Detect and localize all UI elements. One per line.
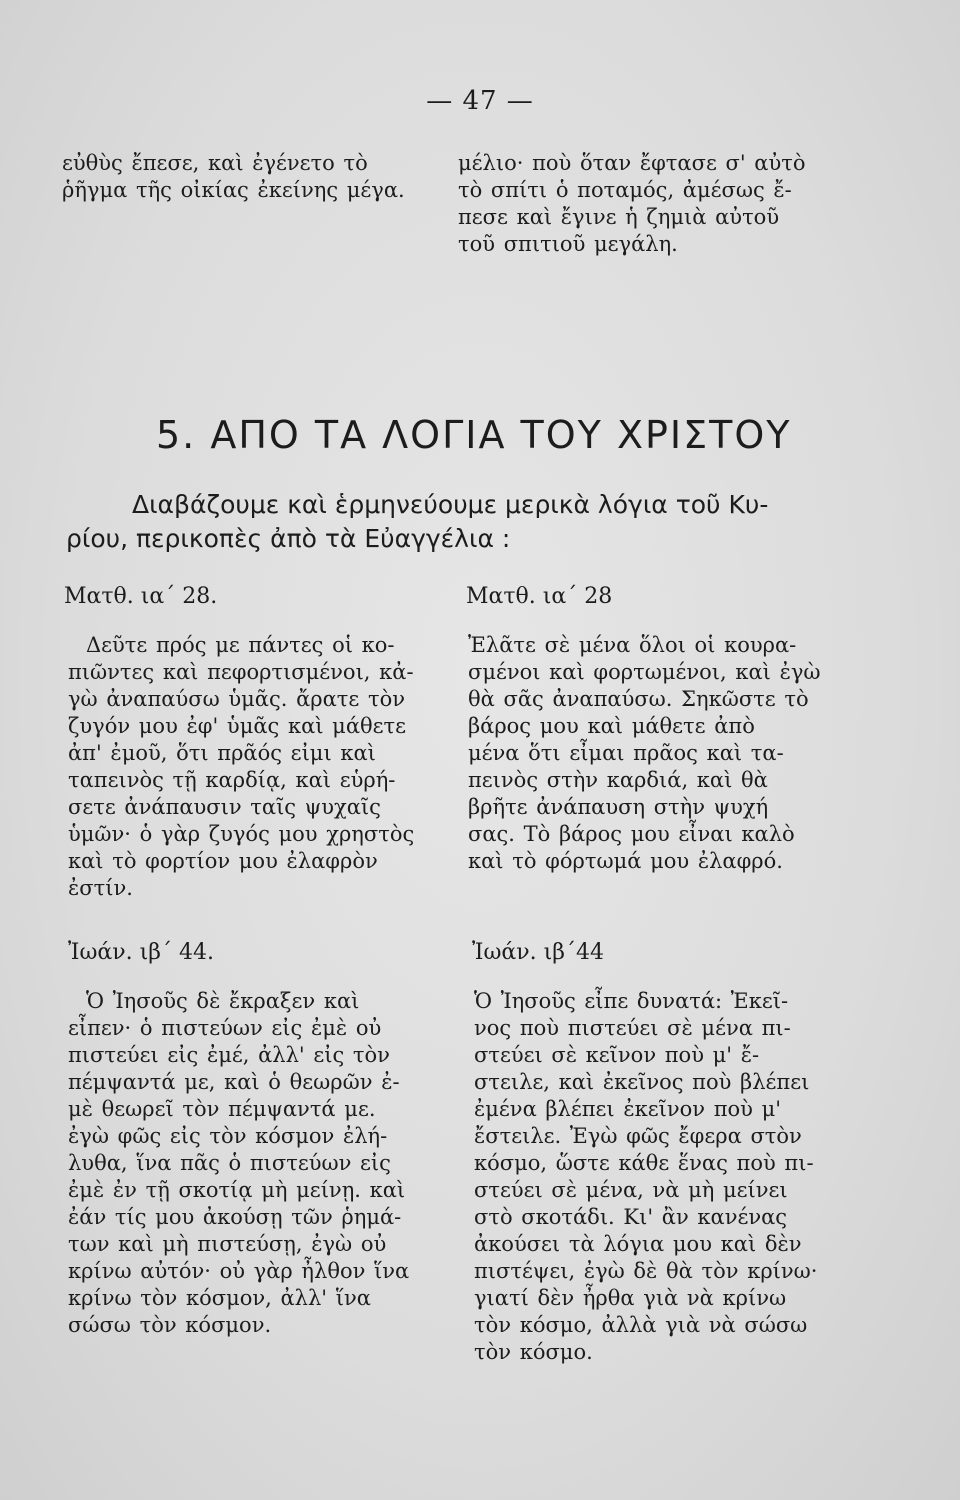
text-line: ζυγόν μου ἐφ' ὑμᾶς καὶ μάθετε: [68, 714, 407, 738]
text-line: ὑμῶν· ὁ γὰρ ζυγός μου χρηστὸς: [68, 822, 415, 846]
text-line: σώσω τὸν κόσμον.: [68, 1313, 272, 1337]
text-line: καὶ τὸ φόρτωμά μου ἐλαφρό.: [468, 849, 783, 873]
text-line: ταπεινὸς τῇ καρδίᾳ, καὶ εὑρή-: [68, 768, 396, 792]
text-line: στεύει σὲ μένα, νὰ μὴ μείνει: [474, 1178, 788, 1202]
passage1-ref-left: Ματθ. ια΄ 28.: [64, 584, 218, 609]
intro-text: [66, 488, 846, 556]
text-line: κόσμο, ὥστε κάθε ἕνας ποὺ πι-: [474, 1151, 814, 1175]
text-line: σετε ἀνάπαυσιν ταῖς ψυχαῖς: [68, 795, 381, 819]
text-line: πιστεύει εἰς ἐμέ, ἀλλ' εἰς τὸν: [68, 1043, 390, 1067]
text-line: Ὁ Ἰησοῦς εἶπε δυνατά: Ἐκεῖ-: [474, 989, 789, 1013]
text-line: σας. Τὸ βάρος μου εἶναι καλὸ: [468, 822, 795, 846]
text-line: μένα ὅτι εἶμαι πρᾶος καὶ τα-: [468, 741, 784, 765]
text-line: στεύει σὲ κεῖνον ποὺ μ' ἔ-: [474, 1043, 760, 1067]
text-line: Ἐλᾶτε σὲ μένα ὅλοι οἱ κουρα-: [468, 633, 797, 657]
text-line: ρίου, περικοπὲς ἀπὸ τὰ Εὐαγγέλια :: [66, 524, 511, 553]
text-line: τὸν κόσμο.: [474, 1340, 593, 1364]
text-line: λυθα, ἵνα πᾶς ὁ πιστεύων εἰς: [68, 1151, 391, 1175]
text-line: τὸ σπίτι ὁ ποταμός, ἀμέσως ἔ-: [458, 178, 792, 202]
text-line: στειλε, καὶ ἐκεῖνος ποὺ βλέπει: [474, 1070, 810, 1094]
text-line: ἐστίν.: [68, 876, 133, 900]
passage1-ref-right: Ματθ. ια΄ 28: [466, 584, 613, 609]
text-line: πιῶντες καὶ πεφορτισμένοι, κἀ-: [68, 660, 414, 684]
text-line: ἐγὼ φῶς εἰς τὸν κόσμον ἐλή-: [68, 1124, 388, 1148]
text-line: των καὶ μὴ πιστεύσῃ, ἐγὼ οὐ: [68, 1232, 387, 1256]
text-line: πεσε καὶ ἔγινε ἡ ζημιὰ αὐτοῦ: [458, 205, 780, 229]
passage2-ref-left: Ἰωάν. ιβ΄ 44.: [68, 940, 214, 965]
text-line: ἐάν τίς μου ἀκούσῃ τῶν ῥημά-: [68, 1205, 402, 1229]
page-number: — 47 —: [426, 86, 534, 116]
text-line: πεινὸς στὴν καρδιά, καὶ θὰ: [468, 768, 768, 792]
passage1-right-column: [468, 632, 858, 875]
text-line: νος ποὺ πιστεύει σὲ μένα πι-: [474, 1016, 791, 1040]
text-line: τὸν κόσμο, ἀλλὰ γιὰ νὰ σώσω: [474, 1313, 808, 1337]
text-line: πιστέψει, ἐγὼ δὲ θὰ τὸν κρίνω·: [474, 1259, 818, 1283]
text-line: κρίνω τὸν κόσμον, ἀλλ' ἵνα: [68, 1286, 371, 1310]
passage2-ref-right: Ἰωάν. ιβ΄44: [472, 940, 604, 965]
passage2-left-column: [68, 988, 448, 1339]
text-line: καὶ τὸ φορτίον μου ἐλαφρὸν: [68, 849, 378, 873]
top-right-column: [458, 150, 848, 258]
section-heading: 5. ΑΠΟ ΤΑ ΛΟΓΙΑ ΤΟΥ ΧΡΙΣΤΟΥ: [156, 413, 792, 457]
passage2-right-column: [474, 988, 864, 1366]
text-line: μὲ θεωρεῖ τὸν πέμψαντά με.: [68, 1097, 376, 1121]
text-line: Διαβάζουμε καὶ ἑρμηνεύουμε μερικὰ λόγια τοῦ Κυ-: [132, 490, 769, 519]
text-line: κρίνω αὐτόν· οὐ γὰρ ἦλθον ἵνα: [68, 1259, 410, 1283]
top-left-column: [62, 150, 442, 204]
text-line: Δεῦτε πρός με πάντες οἱ κο-: [86, 633, 395, 657]
text-line: γὼ ἀναπαύσω ὑμᾶς. ἄρατε τὸν: [68, 687, 405, 711]
text-line: πέμψαντά με, καὶ ὁ θεωρῶν ἐ-: [68, 1070, 400, 1094]
text-line: Ὁ Ἰησοῦς δὲ ἔκραξεν καὶ: [86, 989, 360, 1013]
text-line: τοῦ σπιτιοῦ μεγάλη.: [458, 232, 678, 256]
text-line: βρῆτε ἀνάπαυση στὴν ψυχή: [468, 795, 769, 819]
passage1-left-column: [68, 632, 448, 902]
text-line: εἶπεν· ὁ πιστεύων εἰς ἐμὲ οὐ: [68, 1016, 382, 1040]
text-line: ἐμὲ ἐν τῇ σκοτίᾳ μὴ μείνῃ. καὶ: [68, 1178, 406, 1202]
text-line: εὐθὺς ἔπεσε, καὶ ἐγένετο τὸ: [62, 151, 368, 175]
text-line: ἀπ' ἐμοῦ, ὅτι πρᾶός εἰμι καὶ: [68, 741, 376, 765]
text-line: γιατί δὲν ἦρθα γιὰ νὰ κρίνω: [474, 1286, 787, 1310]
text-line: μέλιο· ποὺ ὅταν ἔφτασε σ' αὐτὸ: [458, 151, 806, 175]
text-line: ἀκούσει τὰ λόγια μου καὶ δὲν: [474, 1232, 802, 1256]
text-line: ἐμένα βλέπει ἐκεῖνον ποὺ μ': [474, 1097, 782, 1121]
text-line: ἔστειλε. Ἐγὼ φῶς ἔφερα στὸν: [474, 1124, 802, 1148]
text-line: στὸ σκοτάδι. Κι' ἂν κανένας: [474, 1205, 788, 1229]
text-line: βάρος μου καὶ μάθετε ἀπὸ: [468, 714, 755, 738]
text-line: ῥῆγμα τῆς οἰκίας ἐκείνης μέγα.: [62, 178, 405, 202]
text-line: σμένοι καὶ φορτωμένοι, καὶ ἐγὼ: [468, 660, 821, 684]
text-line: θὰ σᾶς ἀναπαύσω. Σηκῶστε τὸ: [468, 687, 809, 711]
